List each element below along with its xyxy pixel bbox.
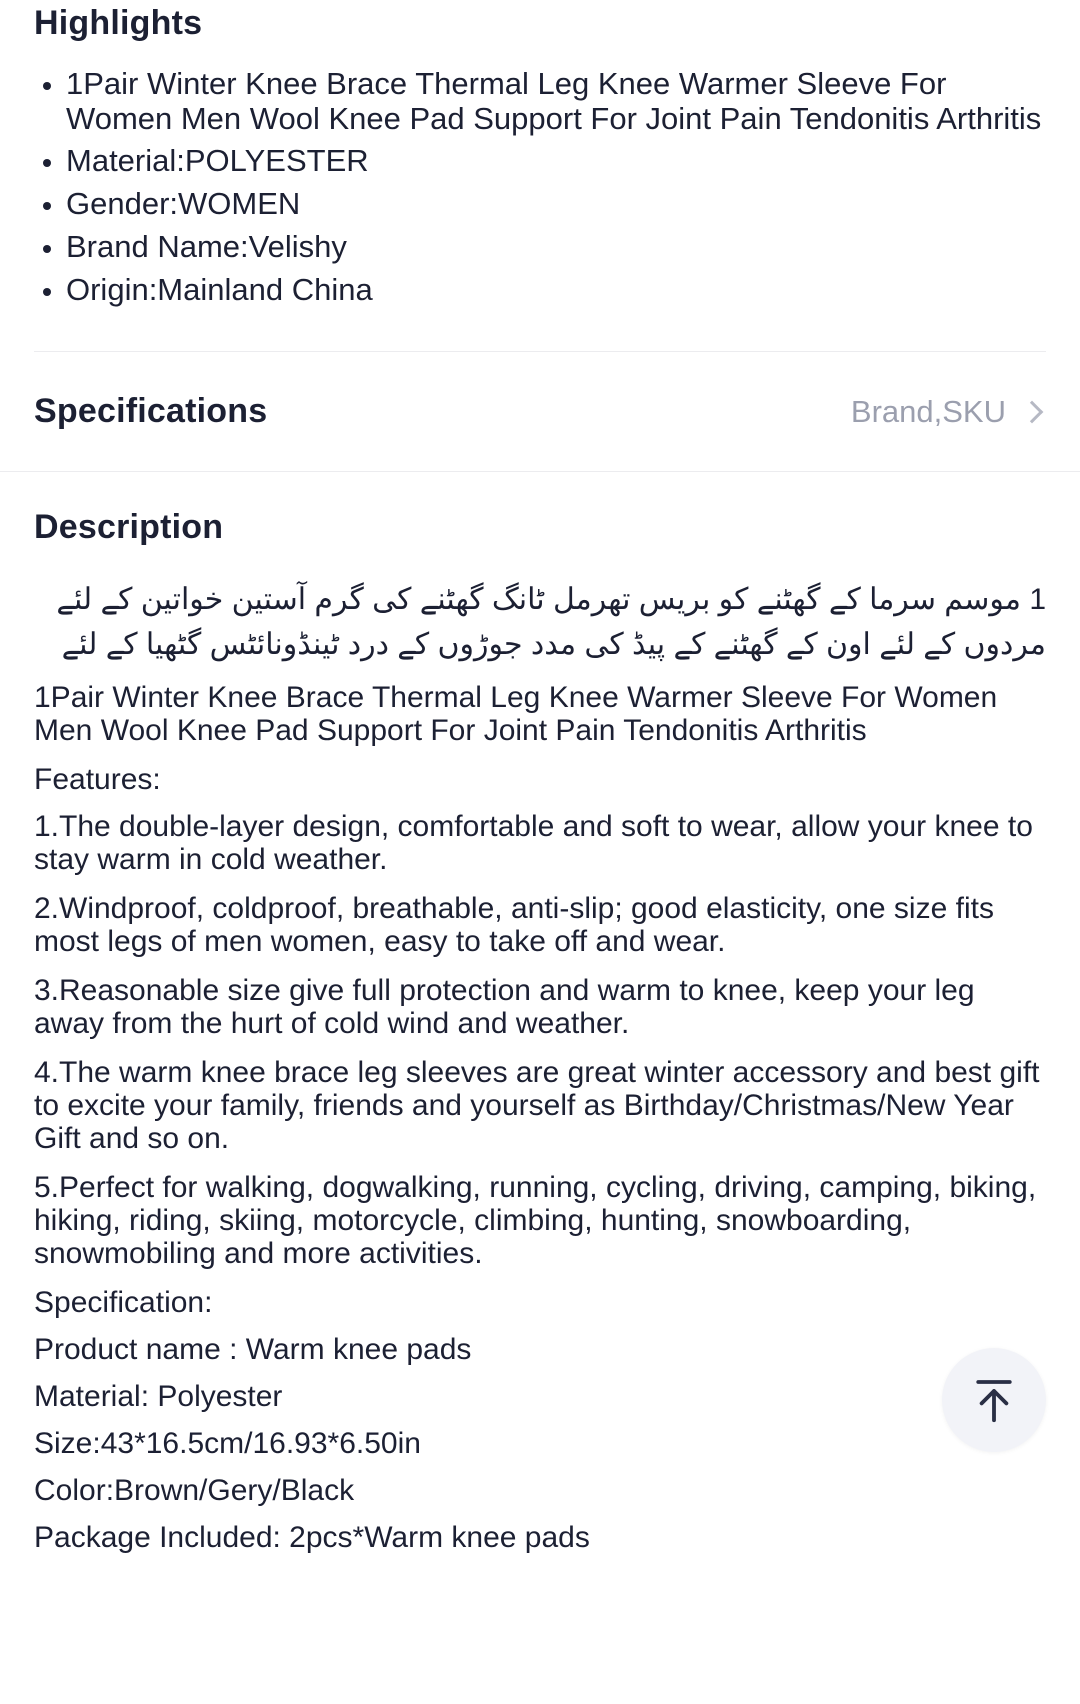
highlights-title: Highlights <box>34 4 203 42</box>
description-paragraph: Color:Brown/Gery/Black <box>34 1474 355 1508</box>
arrow-up-to-line-icon <box>967 1373 1021 1427</box>
description-paragraph: 1.The double-layer design, comfortable and soft to wear, allow your knee to stay warm in cold weather. <box>34 810 1033 877</box>
back-to-top-button[interactable] <box>942 1348 1046 1452</box>
description-section <box>0 472 1080 1554</box>
specifications-title: Specifications <box>34 392 268 431</box>
description-paragraph: 3.Reasonable size give full protection and warm to knee, keep your leg away from the hurt of cold wind and weather. <box>34 974 975 1041</box>
highlights-section <box>0 0 1080 352</box>
description-paragraph: Specification: <box>34 1286 213 1320</box>
description-paragraph: Package Included: 2pcs*Warm knee pads <box>34 1521 590 1555</box>
description-paragraph: 1Pair Winter Knee Brace Thermal Leg Knee Warmer Sleeve For Women Men Wool Knee Pad Support For Joint Pain Tendonitis Arthritis <box>34 681 998 748</box>
specifications-value: Brand,SKU <box>850 393 1006 429</box>
description-paragraph: 5.Perfect for walking, dogwalking, running, cycling, driving, camping, biking, hiking, riding, skiing, motorcycle, climbing, hunting, snowboarding, snowmobiling and more activities. <box>34 1171 1037 1271</box>
list-item: Gender:WOMEN <box>34 187 1046 222</box>
description-paragraph: Product name : Warm knee pads <box>34 1333 472 1367</box>
highlights-list <box>34 67 1046 307</box>
description-title: Description <box>34 508 224 547</box>
description-paragraph: Size:43*16.5cm/16.93*6.50in <box>34 1427 421 1461</box>
list-item: Origin:Mainland China <box>34 273 1046 308</box>
list-item: 1Pair Winter Knee Brace Thermal Leg Knee Warmer Sleeve For Women Men Wool Knee Pad Support For Joint Pain Tendonitis Arthritis <box>34 67 1046 136</box>
chevron-right-icon <box>1021 400 1044 423</box>
description-paragraph: 2.Windproof, coldproof, breathable, anti-slip; good elasticity, one size fits most legs of men women, easy to take off and wear. <box>34 892 994 959</box>
description-paragraph: 4.The warm knee brace leg sleeves are great winter accessory and best gift to excite your family, friends and yourself as Birthday/Christmas/New Year Gift and so on. <box>34 1056 1040 1156</box>
specifications-row[interactable] <box>0 352 1080 471</box>
description-paragraph: Features: <box>34 763 161 797</box>
specifications-value-group[interactable] <box>851 394 1046 430</box>
list-item: Material:POLYESTER <box>34 144 1046 179</box>
description-rtl-text: 1 موسم سرما کے گھٹنے کو بریس تھرمل ٹانگ گھٹنے کی گرم آستین خواتین کے لئے مردوں کے لئے اون کے گھٹنے کے پیڈ کی مدد جوڑوں کے درد ٹینڈونائٹس گٹھیا کے لئے <box>56 583 1046 662</box>
list-item: Brand Name:Velishy <box>34 230 1046 265</box>
description-paragraph: Material: Polyester <box>34 1380 283 1414</box>
